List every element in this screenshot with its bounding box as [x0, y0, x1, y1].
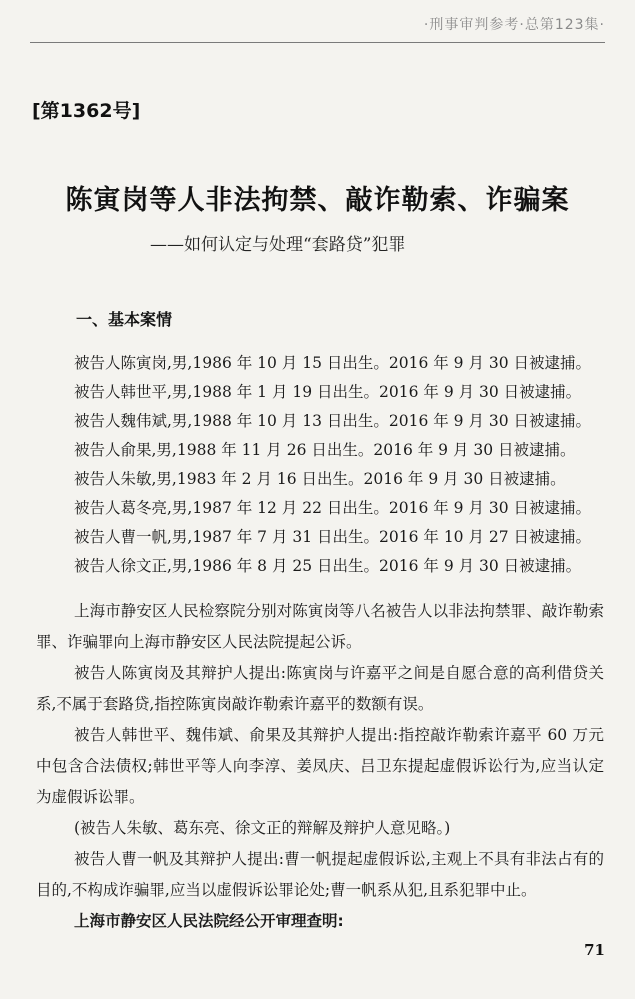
body-text: [36, 596, 604, 937]
page-subtitle: ——如何认定与处理“套路贷”犯罪: [150, 235, 406, 255]
defendant-list: [74, 349, 591, 581]
defendant-line: 被告人俞果,男,1988 年 11 月 26 日出生。2016 年 9 月 30 日被逮捕。: [74, 441, 576, 459]
defendant-line: 被告人魏伟斌,男,1988 年 10 月 13 日出生。2016 年 9 月 30 日被逮捕。: [74, 412, 592, 430]
defendant-line: 被告人韩世平,男,1988 年 1 月 19 日出生。2016 年 9 月 30 日被逮捕。: [74, 383, 582, 401]
defendant-line: 被告人陈寅岗,男,1986 年 10 月 15 日出生。2016 年 9 月 30 日被逮捕。: [74, 354, 592, 372]
defendant-line: 被告人葛冬亮,男,1987 年 12 月 22 日出生。2016 年 9 月 30 日被逮捕。: [74, 499, 592, 517]
defendant-line: 被告人徐文正,男,1986 年 8 月 25 日出生。2016 年 9 月 30 日被逮捕。: [74, 557, 582, 575]
case-number: [第1362号]: [32, 100, 141, 122]
body-paragraph: 被告人曹一帆及其辩护人提出:曹一帆提起虚假诉讼,主观上不具有非法占有的目的,不构成诈骗罪,应当以虚假诉讼罪论处;曹一帆系从犯,且系犯罪中止。: [36, 850, 604, 899]
page-title: 陈寅岗等人非法拘禁、敲诈勒索、诈骗案: [65, 185, 570, 216]
closing-line: 上海市静安区人民法院经公开审理查明:: [74, 912, 344, 930]
defendant-line: 被告人朱敏,男,1983 年 2 月 16 日出生。2016 年 9 月 30 日被逮捕。: [74, 470, 566, 488]
body-paragraph: 上海市静安区人民检察院分别对陈寅岗等八名被告人以非法拘禁罪、敲诈勒索罪、诈骗罪向上海市静安区人民法院提起公诉。: [36, 602, 604, 651]
running-header: ·刑事审判参考·总第123集·: [423, 17, 605, 33]
header-rule: [30, 42, 605, 43]
body-paragraph: 被告人陈寅岗及其辩护人提出:陈寅岗与许嘉平之间是自愿合意的高利借贷关系,不属于套路贷,指控陈寅岗敲诈勒索许嘉平的数额有误。: [36, 664, 604, 713]
page-number: 71: [584, 941, 605, 959]
body-paragraph: (被告人朱敏、葛东亮、徐文正的辩解及辩护人意见略。): [74, 819, 451, 837]
defendant-line: 被告人曹一帆,男,1987 年 7 月 31 日出生。2016 年 10 月 27 日被逮捕。: [74, 528, 592, 546]
section-heading: 一、基本案情: [76, 310, 173, 329]
body-paragraph: 被告人韩世平、魏伟斌、俞果及其辩护人提出:指控敲诈勒索许嘉平 60 万元中包含合法债权;韩世平等人向李淳、姜凤庆、吕卫东提起虚假诉讼行为,应当认定为虚假诉讼罪。: [36, 726, 604, 806]
